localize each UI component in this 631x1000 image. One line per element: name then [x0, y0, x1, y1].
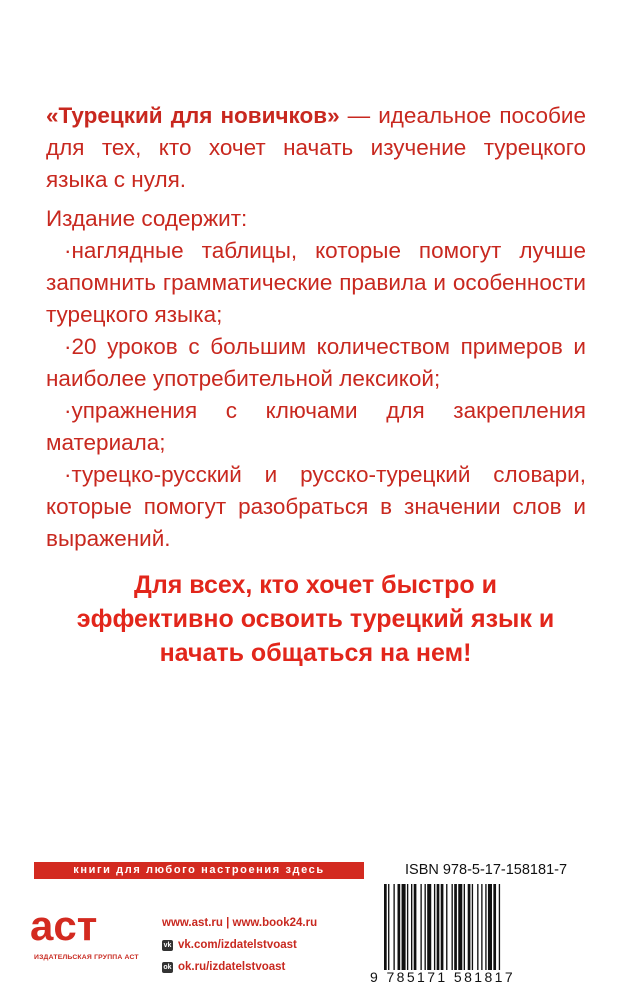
- barcode-bar: [414, 884, 417, 970]
- ok-icon: ok: [163, 963, 172, 971]
- intro-text: — идеальное пособие для тех, кто хочет начать изучение турецкого языка с нуля.: [46, 103, 587, 192]
- slogan-line: эффективно освоить турецкий язык и: [76, 605, 555, 633]
- intro-paragraph: [46, 100, 586, 196]
- barcode-bar: [388, 884, 389, 970]
- sites-link[interactable]: www.ast.ru | www.book24.ru: [162, 917, 318, 929]
- barcode-bar: [477, 884, 478, 970]
- logo-text: аст: [30, 902, 98, 949]
- barcode-bar: [446, 884, 447, 970]
- barcode-bar: [488, 884, 492, 970]
- publisher-logo: [30, 890, 110, 950]
- book-title: «Турецкий для новичков»: [46, 103, 340, 128]
- barcode-bar: [441, 884, 444, 970]
- barcode-bar: [420, 884, 421, 970]
- barcode-bar: [398, 884, 401, 970]
- barcode-bar: [452, 884, 453, 970]
- isbn: ISBN 978-5-17-158181-7: [405, 862, 568, 878]
- bullet-item: ·турецко-русский и русско-турецкий словари, которые помогут разобраться в значении слов и выражений.: [46, 462, 586, 551]
- barcode-bar: [472, 884, 473, 970]
- barcode-bar: [393, 884, 394, 970]
- contains-heading: Издание содержит:: [46, 206, 248, 231]
- barcode-bar: [411, 884, 412, 970]
- links-block: [162, 912, 317, 978]
- slogan-line: Для всех, кто хочет быстро и: [134, 571, 497, 599]
- bullet-item: ·наглядные таблицы, которые помогут лучше запомнить грамматические правила и особенности турецкого языка;: [46, 238, 586, 327]
- barcode-bar: [425, 884, 426, 970]
- tagline-band: книги для любого настроения здесь: [34, 862, 364, 879]
- vk-link[interactable]: vk.com/izdatelstvoast: [178, 939, 297, 951]
- barcode-bar: [407, 884, 408, 970]
- barcode-bar: [434, 884, 435, 970]
- barcode-bar: [402, 884, 406, 970]
- bullet-item: ·20 уроков с большим количеством примеров и наиболее употребительной лексикой;: [46, 334, 586, 391]
- vk-icon: vk: [163, 941, 172, 949]
- barcode-bar: [499, 884, 500, 970]
- barcode-bar: [454, 884, 457, 970]
- publisher-caption: ИЗДАТЕЛЬСКАЯ ГРУППА АСТ: [34, 954, 139, 961]
- barcode-digits: 9 785171 581817: [370, 969, 515, 985]
- slogan-line: начать общаться на нем!: [159, 639, 472, 667]
- barcode-bar: [427, 884, 431, 970]
- barcode-bar: [493, 884, 496, 970]
- barcode-bar: [481, 884, 482, 970]
- barcode-bar: [485, 884, 486, 970]
- barcode-bar: [464, 884, 465, 970]
- slogan: [20, 568, 611, 670]
- barcode-bar: [384, 884, 387, 970]
- barcode-bar: [437, 884, 440, 970]
- barcode-bar: [468, 884, 471, 970]
- bullet-item: ·упражнения с ключами для закрепления материала;: [46, 398, 586, 455]
- ok-link[interactable]: ok.ru/izdatelstvoast: [178, 961, 286, 973]
- barcode-icon: [384, 884, 596, 970]
- barcode-bar: [458, 884, 462, 970]
